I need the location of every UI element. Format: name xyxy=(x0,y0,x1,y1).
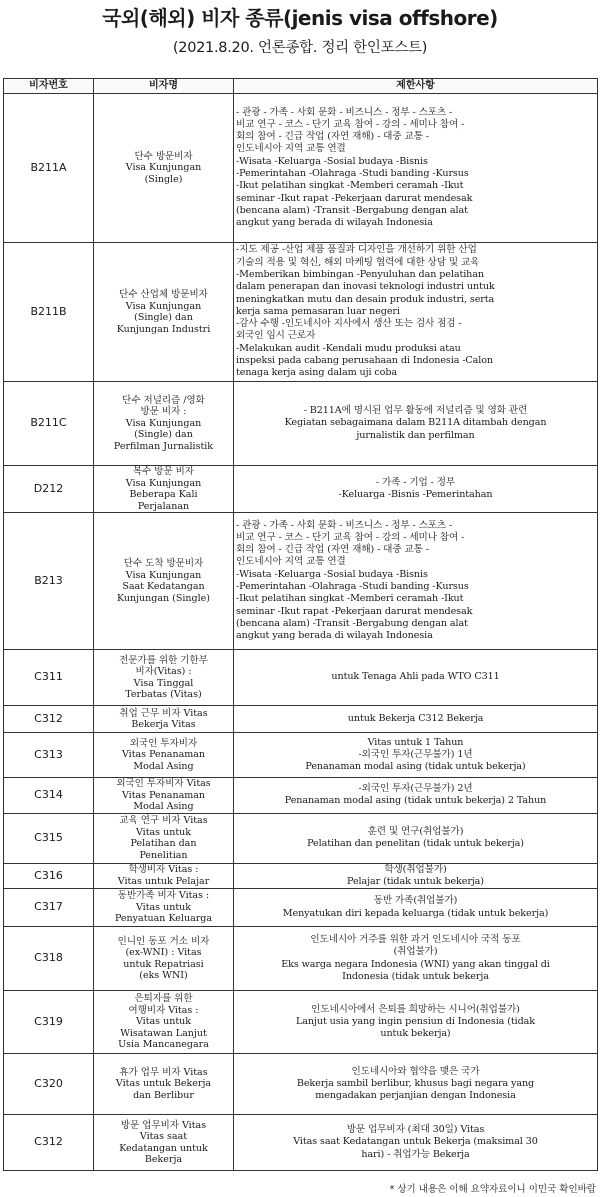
visa-name-cell xyxy=(94,243,234,382)
table-row xyxy=(4,863,598,889)
restrictions-cell xyxy=(234,243,598,382)
visa-number-cell: B211A xyxy=(4,94,94,243)
visa-name-text: 방문 업무비자 Vitas Vitas saat Kedatangan untuk Bekerja xyxy=(119,1119,208,1166)
restrictions-cell xyxy=(234,513,598,650)
restrictions-text: - 가족 - 기업 - 정부 -Keluarga -Bisnis -Pemerintahan xyxy=(338,476,493,500)
visa-number-cell: C318 xyxy=(4,927,94,991)
restrictions-cell xyxy=(234,889,598,927)
visa-name-text: 동반가족 비자 Vitas : Vitas untuk Penyatuan Keluarga xyxy=(114,890,213,925)
restrictions-cell xyxy=(234,650,598,706)
visa-name-cell xyxy=(94,1054,234,1115)
visa-number-cell: C314 xyxy=(4,778,94,814)
restrictions-text: - 관광 - 가족 - 사회 문화 - 비즈니스 - 정부 - 스포츠 - 비교 연구 - 코스 - 단기 교육 참여 - 강의 - 세미나 참여 - 회의 참여 - 긴급 작업 (자연 재해) - 대중 교통 - 인도네시아 지역 교통 연결 -Wisata -Keluarga -Sosial budaya -Bisnis -Pemerintahan -Olahraga -Studi banding -Kursus -Ikut pelatihan singkat -Memberi ceramah -Ikut seminar -Ikut rapat -Pekerjaan darurat mendesak (bencana alam) -Transit -Bergabung dengan alat angkut yang berada di wilayah Indonesia xyxy=(236,519,473,642)
restrictions-cell xyxy=(234,1115,598,1171)
table-body xyxy=(4,94,598,1171)
table-row xyxy=(4,889,598,927)
visa-name-text: 단수 저널리즘 /영화 방문 비자 : Visa Kunjungan (Single) dan Perfilman Jurnalistik xyxy=(113,394,214,452)
visa-name-cell xyxy=(94,889,234,927)
restrictions-cell xyxy=(234,706,598,733)
restrictions-text: 훈련 및 연구(취업불가) Pelatihan dan penelitan (tidak untuk bekerja) xyxy=(307,825,524,849)
visa-name-text: 전문가를 위한 기한부 비자(Vitas) : Visa Tinggal Terbatas (Vitas) xyxy=(119,654,208,700)
restrictions-text: 인도네시아 거주를 위한 과거 인도네시아 국적 동포 (취업불가) Eks warga negara Indonesia (WNI) yang akan tinggal di Indonesia (tidak untuk bekerja xyxy=(281,934,550,982)
page-subtitle: (2021.8.20. 언론종합. 정리 한인포스트) xyxy=(172,40,428,56)
visa-number-cell: D212 xyxy=(4,466,94,513)
restrictions-text: 동반 가족(취업불가) Menyatukan diri kepada keluarga (tidak untuk bekerja) xyxy=(282,895,549,919)
table-row xyxy=(4,733,598,778)
restrictions-cell xyxy=(234,1054,598,1115)
restrictions-text: untuk Bekerja C312 Bekerja xyxy=(347,712,484,724)
table-row xyxy=(4,513,598,650)
visa-name-cell xyxy=(94,927,234,991)
table-row xyxy=(4,243,598,382)
visa-name-text: 복수 방문 비자 Visa Kunjungan Beberapa Kali Perjalanan xyxy=(125,466,202,512)
visa-name-cell xyxy=(94,1115,234,1171)
restrictions-cell xyxy=(234,863,598,889)
visa-number-cell: C320 xyxy=(4,1054,94,1115)
visa-name-text: 인니인 동포 거소 비자 (ex-WNI) : Vitas untuk Repatriasi (eks WNI) xyxy=(117,935,210,982)
restrictions-text: 인도네시아에서 은퇴를 희망하는 시니어(취업불가) Lanjut usia yang ingin pensiun di Indonesia (tidak untuk bekerja) xyxy=(296,1003,535,1040)
visa-number-cell: B211C xyxy=(4,382,94,466)
restrictions-cell xyxy=(234,927,598,991)
visa-number-cell: C312 xyxy=(4,1115,94,1171)
footnote: * 상기 내용은 이해 요약자료이니 이민국 확인바람 xyxy=(389,1184,596,1195)
restrictions-cell xyxy=(234,382,598,466)
restrictions-cell xyxy=(234,991,598,1054)
table-row xyxy=(4,1115,598,1171)
visa-name-text: 휴가 업무 비자 Vitas Vitas untuk Bekerja dan Berlibur xyxy=(115,1066,212,1101)
visa-name-cell xyxy=(94,778,234,814)
restrictions-cell xyxy=(234,733,598,778)
visa-name-cell xyxy=(94,466,234,513)
visa-number-cell: C311 xyxy=(4,650,94,706)
visa-number-cell: C317 xyxy=(4,889,94,927)
restrictions-text: Vitas untuk 1 Tahun -외국인 투자(근무불가) 1년 Penanaman modal asing (tidak untuk bekerja) xyxy=(305,736,526,773)
table-row xyxy=(4,1054,598,1115)
visa-table xyxy=(3,78,598,1171)
header-visa-name: 비자명 xyxy=(94,79,234,94)
header-visa-number: 비자번호 xyxy=(4,79,94,94)
visa-name-cell xyxy=(94,94,234,243)
visa-name-cell xyxy=(94,991,234,1054)
visa-name-cell xyxy=(94,863,234,889)
table-row xyxy=(4,94,598,243)
visa-number-cell: C316 xyxy=(4,863,94,889)
restrictions-cell xyxy=(234,778,598,814)
table-row xyxy=(4,927,598,991)
restrictions-text: 학생(취업불가) Pelajar (tidak untuk bekerja) xyxy=(347,863,484,887)
visa-name-cell xyxy=(94,382,234,466)
visa-name-text: 취업 근무 비자 Vitas Bekerja Vitas xyxy=(119,707,208,730)
page-title: 국외(해외) 비자 종류(jenis visa offshore) xyxy=(102,6,498,30)
table-row xyxy=(4,813,598,863)
table-row xyxy=(4,991,598,1054)
visa-name-cell xyxy=(94,733,234,778)
header-restrictions: 제한사항 xyxy=(234,79,598,94)
table-row xyxy=(4,466,598,513)
restrictions-text: 인도네시아와 협약을 맺은 국가 Bekerja sambil berlibur, khusus bagi negara yang mengadakan perjanjian dengan Indonesia xyxy=(296,1065,535,1102)
restrictions-text: -외국인 투자(근무불가) 2년 Penanaman modal asing (tidak untuk bekerja) 2 Tahun xyxy=(284,782,547,807)
table-header-row xyxy=(4,79,598,94)
visa-number-cell: C312 xyxy=(4,706,94,733)
visa-name-cell xyxy=(94,513,234,650)
restrictions-text: untuk Tenaga Ahli pada WTO C311 xyxy=(331,671,500,683)
visa-name-cell xyxy=(94,650,234,706)
visa-name-text: 단수 방문비자 Visa Kunjungan (Single) xyxy=(125,150,202,185)
restrictions-text: -지도 제공 -산업 제품 품질과 디자인을 개선하기 위한 산업 기술의 적용 및 혁신, 해외 마케팅 협력에 대한 상담 및 교육 -Memberikan bimbingan -Penyuluhan dan pelatihan dalam penerapan dan inovasi teknologi industri untuk meningkatkan mutu dan desain produk industri, serta kerja sama pemasaran luar negeri -감사 수행 -인도네시아 지사에서 생산 또는 검사 점검 - 외국인 임시 근로자 -Melakukan audit -Kendali mudu produksi atau inspeksi pada cabang perusahaan di Indonesia -Calon tenaga kerja asing dalam uji coba xyxy=(236,244,495,379)
table-row xyxy=(4,706,598,733)
visa-name-text: 교육 연구 비자 Vitas Vitas untuk Pelatihan dan Penelitian xyxy=(119,815,208,861)
visa-number-cell: B213 xyxy=(4,513,94,650)
visa-number-cell: C319 xyxy=(4,991,94,1054)
table-row xyxy=(4,650,598,706)
visa-name-text: 학생비자 Vitas : Vitas untuk Pelajar xyxy=(117,864,210,887)
restrictions-cell xyxy=(234,813,598,863)
restrictions-cell xyxy=(234,466,598,513)
visa-name-text: 외국인 투자비자 Vitas Penanaman Modal Asing xyxy=(121,737,206,772)
restrictions-text: 방문 업무비자 (최대 30일) Vitas Vitas saat Kedatangan untuk Bekerja (maksimal 30 hari) - 취업가능 Bekerja xyxy=(293,1124,538,1160)
restrictions-text: - B211A에 명시된 업무 활동에 저널리즘 및 영화 관련 Kegiatan sebagaimana dalam B211A ditambah dengan jurnalistik dan perfilman xyxy=(284,405,547,441)
table-row xyxy=(4,382,598,466)
visa-name-text: 단수 산업체 방문비자 Visa Kunjungan (Single) dan Kunjungan Industri xyxy=(116,289,211,335)
restrictions-text: - 관광 - 가족 - 사회 문화 - 비즈니스 - 정부 - 스포츠 - 비교 연구 - 코스 - 단기 교육 참여 - 강의 - 세미나 참여 - 회의 참여 - 긴급 작업 (자연 재해) - 대중 교통 - 인도네시아 지역 교통 연결 -Wisata -Keluarga -Sosial budaya -Bisnis -Pemerintahan -Olahraga -Studi banding -Kursus -Ikut pelatihan singkat -Memberi ceramah -Ikut seminar -Ikut rapat -Pekerjaan darurat mendesak (bencana alam) -Transit -Bergabung dengan alat angkut yang berada di wilayah Indonesia xyxy=(236,106,473,229)
table-row xyxy=(4,778,598,814)
visa-number-cell: C313 xyxy=(4,733,94,778)
visa-number-cell: C315 xyxy=(4,813,94,863)
visa-name-cell xyxy=(94,706,234,733)
visa-name-text: 단수 도착 방문비자 Visa Kunjungan Saat Kedatangan Kunjungan (Single) xyxy=(116,558,210,604)
visa-name-cell xyxy=(94,813,234,863)
visa-number-cell: B211B xyxy=(4,243,94,382)
visa-name-text: 외국인 투자비자 Vitas Vitas Penanaman Modal Asing xyxy=(116,778,211,812)
restrictions-cell xyxy=(234,94,598,243)
visa-name-text: 은퇴자를 위한 여행비자 Vitas : Vitas untuk Wisatawan Lanjut Usia Mancanegara xyxy=(118,993,209,1051)
